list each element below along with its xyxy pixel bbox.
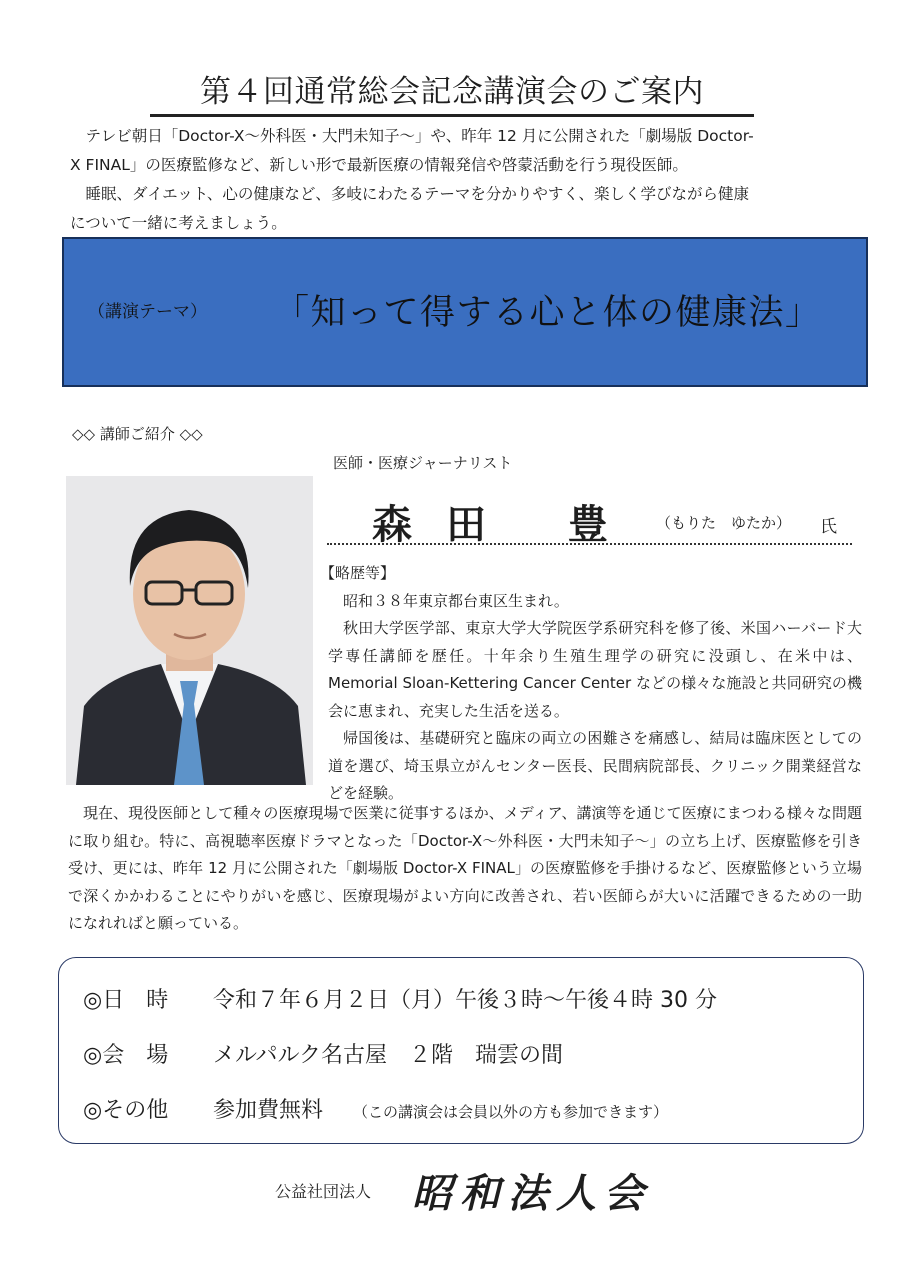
bio-paragraph: 秋田大学医学部、東京大学大学院医学系研究科を修了後、米国ハーバード大学専任講師を歴任。十年余り生殖生理学の研究に没頭し、在米中は、Memorial Sloan-Kettering Cancer Center などの様々な施設と共同研究の機会に恵まれ、充実した生活を送る。 [328, 619, 862, 720]
event-fee-note: （この講演会は会員以外の方も参加できます） [353, 1103, 669, 1121]
intro-line-1: テレビ朝日「Doctor-X～外科医・大門未知子～」や、昨年 12 月に公開された「劇場版 Doctor- [85, 127, 754, 145]
event-other-label: ◎その他 [83, 1098, 169, 1123]
theme-banner [62, 237, 868, 387]
event-date-value: 令和７年６月２日（月）午後３時～午後４時 30 分 [213, 988, 717, 1013]
event-date-row [83, 983, 717, 1014]
speaker-name: 森田 豊 [372, 502, 642, 548]
organization-type: 公益社団法人 [275, 1182, 372, 1201]
organization-logo: 昭和法人会 [412, 1170, 652, 1217]
theme-title: 「知って得する心と体の健康法」 [274, 293, 822, 333]
speaker-role: 医師・医療ジャーナリスト [333, 454, 513, 472]
event-venue-label: ◎会 場 [83, 1043, 169, 1068]
event-fee-value: 参加費無料 [213, 1098, 324, 1123]
intro-line-2: X FINAL」の医療監修など、新しい形で最新医療の情報発信や啓蒙活動を行う現役医師。 [70, 156, 688, 174]
bio-heading: 【略歴等】 [320, 564, 396, 582]
speaker-honorific: 氏 [820, 517, 837, 537]
speaker-bio [320, 560, 862, 808]
theme-label: （講演テーマ） [88, 302, 207, 322]
intro-line-4: について一緒に考えましょう。 [70, 214, 287, 232]
speaker-name-reading: （もりた ゆたか） [656, 514, 792, 532]
event-other-row [83, 1093, 668, 1124]
speaker-portrait-image [66, 476, 313, 785]
bio-paragraph: 帰国後は、基礎研究と臨床の両立の困難さを痛感し、結局は臨床医としての道を選び、埼玉県立がんセンター医長、民間病院部長、クリニック開業経営などを経験。 [328, 729, 862, 802]
name-underline [327, 543, 852, 545]
intro-line-3: 睡眠、ダイエット、心の健康など、多岐にわたるテーマを分かりやすく、楽しく学びながら健康 [85, 185, 750, 203]
event-info-box [58, 957, 864, 1144]
speaker-photo [66, 476, 313, 785]
speaker-current-activities: 現在、現役医師として種々の医療現場で医業に従事するほか、メディア、講演等を通じて医療にまつわる様々な問題に取り組む。特に、高視聴率医療ドラマとなった「Doctor-X～外科医・大門未知子～」の立ち上げ、医療監修を引き受け、更には、昨年 12 月に公開された「劇場版 Doctor-X FINAL」の医療監修を手掛けるなど、医療監修という立場で深くかかわることにやりがいを感じ、医療現場がよい方向に改善され、若い医師らが大いに活躍できるための一助になれればと願っている。 [68, 804, 862, 932]
event-venue-value: メルパルク名古屋 ２階 瑞雲の間 [213, 1043, 564, 1068]
event-venue-row [83, 1038, 563, 1069]
page-title: 第４回通常総会記念講演会のご案内 [150, 70, 754, 117]
bio-paragraph: 昭和３８年東京都台東区生まれ。 [343, 591, 569, 610]
event-date-label: ◎日 時 [83, 988, 169, 1013]
intro-text [70, 122, 870, 238]
speaker-section-label: ◇◇ 講師ご紹介 ◇◇ [72, 425, 203, 443]
